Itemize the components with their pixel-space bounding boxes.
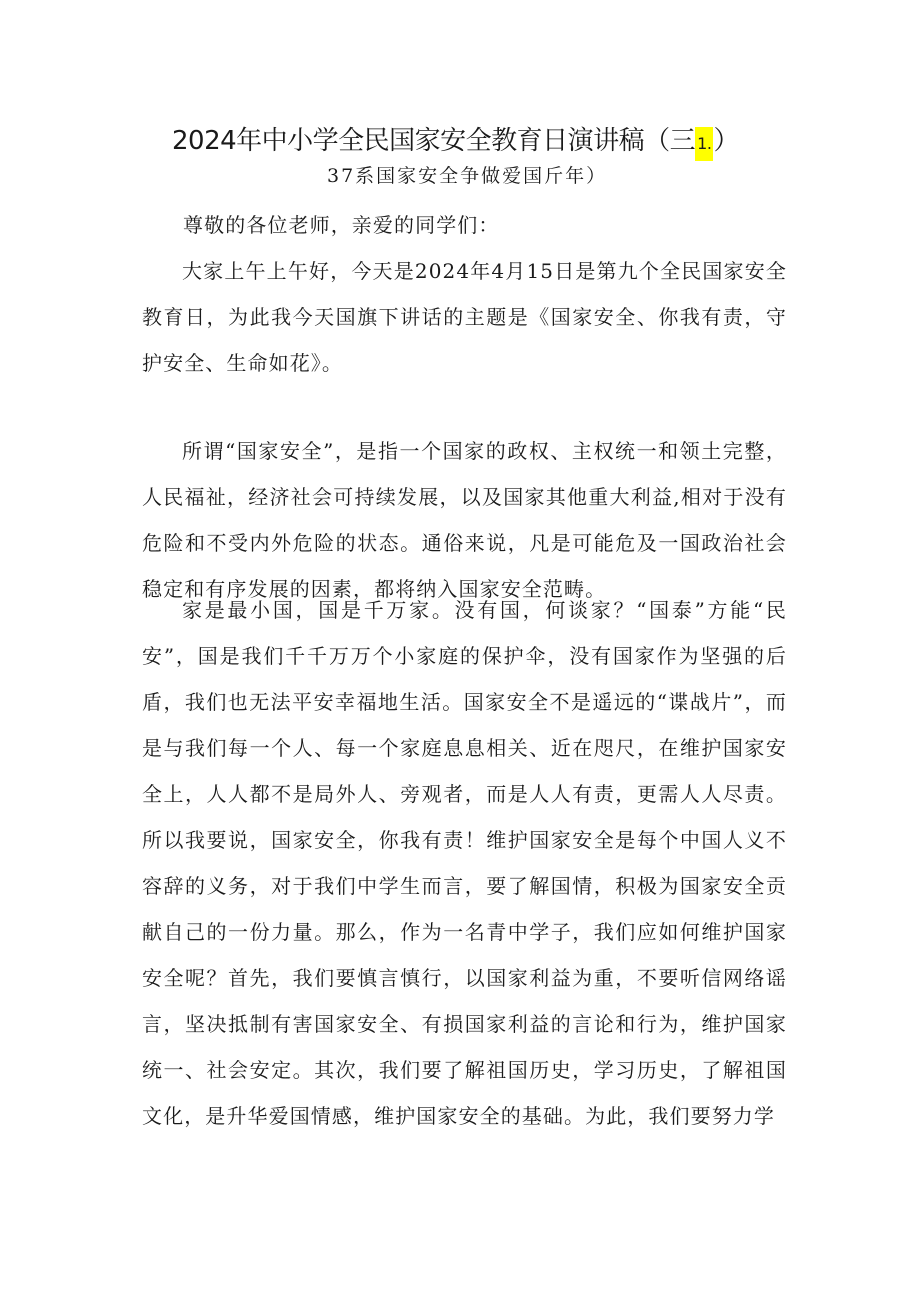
highlight-marker: 1. — [695, 127, 713, 161]
greeting-line: 尊敬的各位老师，亲爱的同学们： — [183, 213, 500, 237]
paragraph-1: 大家上午上午好，今天是2024年4月15日是第九个全民国家安全教育日，为此我今天国旗下讲话的主题是《国家安全、你我有责，守护安全、生命如花》。 — [142, 259, 787, 375]
title-end-text: ） — [713, 126, 739, 156]
paragraph-3: 家是最小国，国是千万家。没有国，何谈家？“国泰”方能“民安”，国是我们千千万万个小家庭的保护伞，没有国家作为坚强的后盾，我们也无法平安幸福地生活。国家安全不是遥远的“谍战片”，而是与我们每一个人、每一个家庭息息相关、近在咫尺，在维护国家安全上，人人都不是局外人、旁观者，而是人人有责，更需人人尽责。所以我要说，国家安全，你我有责！维护国家安全是每个中国人义不容辞的义务，对于我们中学生而言，要了解国情，积极为国家安全贡献自己的一份力量。那么，作为一名青中学子，我们应如何维护国家安全呢？首先，我们要慎言慎行，以国家利益为重，不要听信网络谣言，坚决抵制有害国家安全、有损国家利益的言论和行为，维护国家统一、社会安定。其次，我们要了解祖国历史，学习历史，了解祖国文化，是升华爱国情感，维护国家安全的基础。为此，我们要努力学 — [142, 598, 787, 1128]
document-title — [172, 124, 739, 161]
paragraph-2: 所谓“国家安全”，是指一个国家的政权、主权统一和领土完整，人民福祉，经济社会可持续发展，以及国家其他重大利益,相对于没有危险和不受内外危险的状态。通俗来说，凡是可能危及一国政治社会稳定和有序发展的因素，都将纳入国家安全范畴。 — [142, 439, 787, 601]
document-subtitle: 37系国家安全争做爱国斤年） — [327, 165, 608, 187]
title-main-text: 2024年中小学全民国家安全教育日演讲稿（三 — [172, 126, 696, 156]
